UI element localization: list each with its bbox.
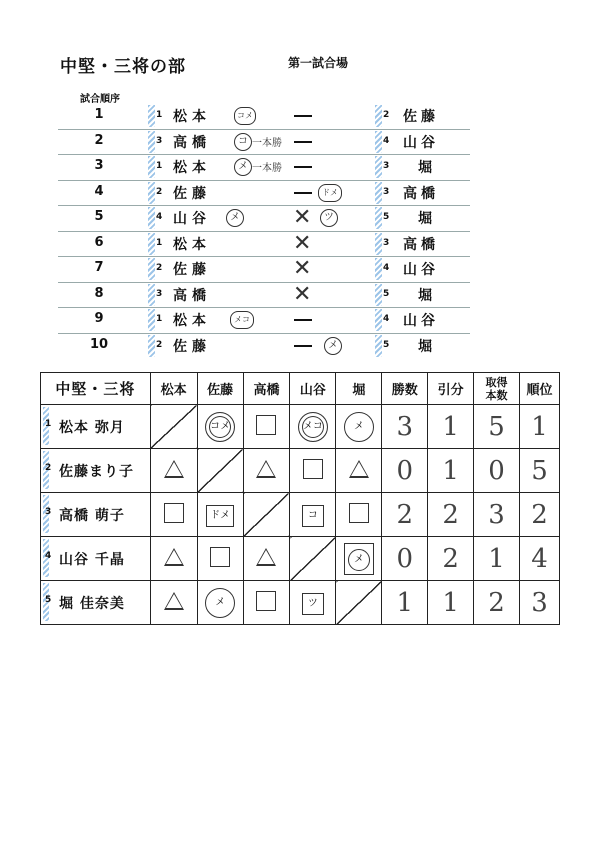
- stripe-marker: [148, 284, 155, 306]
- diagonal-cell: [290, 537, 336, 581]
- match-row: [58, 257, 470, 283]
- result-cell: [336, 493, 382, 537]
- wins-cell: 0: [382, 537, 428, 581]
- stripe-marker: [148, 258, 155, 280]
- result-cell: [197, 537, 243, 581]
- diagonal-cell: [150, 405, 197, 449]
- match-row: [58, 232, 470, 258]
- result-cell: [150, 537, 197, 581]
- left-player-number: 4: [156, 212, 163, 222]
- column-header: 勝数: [382, 373, 428, 405]
- player-name: 松本 弥月: [59, 419, 125, 436]
- left-player-name: 佐藤: [173, 185, 211, 202]
- player-name-cell: [41, 405, 151, 449]
- player-name: 堀 佳奈美: [59, 595, 125, 612]
- stripe-marker: [148, 182, 155, 204]
- column-header: 高橋: [243, 373, 290, 405]
- right-player-name: 山谷: [403, 262, 439, 278]
- match-number: 8: [94, 285, 104, 301]
- draws-cell: 2: [428, 493, 474, 537]
- result-cell: [243, 537, 290, 581]
- left-player-name: 松本: [173, 109, 211, 125]
- stripe-marker: [148, 156, 155, 178]
- match-row: [58, 206, 470, 232]
- right-player-number: 3: [383, 161, 390, 171]
- stripe-marker: [375, 233, 382, 255]
- result-cell: [290, 493, 336, 537]
- player-name-cell: [41, 449, 151, 493]
- result-cell: [290, 581, 336, 625]
- column-header: 取得本数: [474, 373, 520, 405]
- table-corner-header: 中堅・三将: [41, 373, 151, 405]
- dash-mark: [294, 141, 312, 143]
- loss-triangle-mark: [256, 460, 276, 478]
- column-header: 順位: [520, 373, 560, 405]
- points-cell: 0: [474, 449, 520, 493]
- left-player-number: 1: [156, 110, 163, 120]
- left-player-number: 3: [156, 288, 163, 299]
- right-player-number: 4: [383, 263, 390, 273]
- stripe-marker: [148, 309, 155, 331]
- player-number: 1: [45, 419, 53, 429]
- draw-square-mark: [210, 547, 230, 567]
- cross-mark: ✕: [293, 256, 312, 281]
- result-cell: [336, 537, 382, 581]
- rank-cell: 5: [520, 449, 560, 493]
- player-name-cell: [41, 581, 151, 625]
- table-row: [41, 405, 560, 449]
- table-row: [41, 493, 560, 537]
- dash-mark: [294, 192, 312, 194]
- loss-triangle-mark: [164, 548, 184, 566]
- match-number: 1: [94, 107, 104, 122]
- left-player-name: 高橋: [173, 287, 211, 304]
- points-cell: 2: [474, 581, 520, 625]
- score-mark: メ: [324, 337, 342, 355]
- stripe-marker: [148, 131, 155, 153]
- draws-cell: 2: [428, 537, 474, 581]
- match-row: [58, 104, 470, 130]
- match-row: [58, 334, 470, 359]
- right-player-name: 堀: [418, 338, 436, 355]
- handwritten-note: 一本勝: [252, 163, 282, 174]
- left-player-number: 1: [156, 314, 163, 324]
- column-header: 堀: [336, 373, 382, 405]
- stripe-marker: [375, 258, 382, 280]
- draw-square-mark: [256, 415, 276, 435]
- score-mark: コ: [234, 133, 252, 151]
- table-header-row: [41, 373, 560, 405]
- match-row: [58, 283, 470, 309]
- diagonal-cell: [243, 493, 290, 537]
- left-player-name: 佐藤: [173, 262, 211, 278]
- result-cell: [150, 493, 197, 537]
- score-mark: メ: [234, 158, 252, 176]
- win-square-mark: ツ: [302, 593, 324, 615]
- score-mark: コメ: [234, 107, 256, 125]
- result-cell: [150, 581, 197, 625]
- match-row: [58, 181, 470, 207]
- result-cell: [197, 493, 243, 537]
- player-number: 5: [45, 595, 53, 605]
- draws-cell: 1: [428, 405, 474, 449]
- right-player-name: 山谷: [403, 313, 439, 329]
- loss-triangle-mark: [349, 460, 369, 478]
- left-player-number: 1: [156, 237, 163, 248]
- match-order-list: [58, 104, 470, 358]
- left-player-number: 1: [156, 161, 163, 171]
- table-row: [41, 449, 560, 493]
- result-cell: [150, 449, 197, 493]
- draws-cell: 1: [428, 449, 474, 493]
- player-name-cell: [41, 537, 151, 581]
- player-number: 3: [45, 507, 53, 517]
- match-number: 9: [94, 311, 104, 326]
- win-circle-mark: メ: [205, 588, 235, 618]
- right-player-name: 堀: [418, 211, 436, 227]
- right-player-name: 堀: [418, 160, 436, 176]
- left-player-name: 松本: [173, 236, 211, 253]
- left-player-name: 高橋: [173, 134, 211, 151]
- stripe-marker: [148, 105, 155, 127]
- wins-cell: 0: [382, 449, 428, 493]
- points-cell: 1: [474, 537, 520, 581]
- score-mark: メコ: [230, 311, 254, 329]
- points-cell: 3: [474, 493, 520, 537]
- match-number: 2: [94, 132, 104, 148]
- match-row: [58, 308, 470, 334]
- rank-cell: 1: [520, 405, 560, 449]
- handwritten-note: 一本勝: [252, 137, 282, 149]
- player-name-cell: [41, 493, 151, 537]
- win-double-circle-mark: コメ: [205, 412, 235, 442]
- left-player-number: 2: [156, 263, 163, 273]
- rank-cell: 2: [520, 493, 560, 537]
- right-player-name: 高橋: [403, 236, 439, 253]
- draw-square-mark: [303, 459, 323, 479]
- column-header: 山谷: [290, 373, 336, 405]
- right-player-number: 3: [383, 186, 390, 197]
- column-header: 松本: [150, 373, 197, 405]
- win-double-circle-mark: メコ: [298, 412, 328, 442]
- diagonal-cell: [197, 449, 243, 493]
- page-title: 中堅・三将の部: [60, 57, 186, 77]
- right-player-number: 3: [383, 237, 390, 248]
- stripe-marker: [375, 335, 382, 357]
- dash-mark: [294, 166, 312, 168]
- left-player-name: 山谷: [173, 211, 211, 227]
- rank-cell: 4: [520, 537, 560, 581]
- stripe-marker: [375, 309, 382, 331]
- left-player-name: 松本: [173, 160, 211, 176]
- win-square-mark: メ: [344, 543, 374, 575]
- stripe-marker: [375, 131, 382, 153]
- right-player-number: 5: [383, 212, 390, 222]
- win-square-mark: ドメ: [206, 505, 234, 527]
- player-name: 高橋 萌子: [59, 507, 125, 524]
- match-number: 6: [94, 234, 104, 250]
- result-cell: [290, 405, 336, 449]
- left-player-number: 2: [156, 339, 163, 350]
- wins-cell: 2: [382, 493, 428, 537]
- match-number: 10: [90, 336, 109, 352]
- draw-square-mark: [256, 591, 276, 611]
- stripe-marker: [148, 207, 155, 229]
- result-cell: [243, 449, 290, 493]
- match-row: [58, 155, 470, 181]
- win-square-mark: コ: [302, 505, 324, 527]
- player-name: 佐藤まり子: [59, 463, 134, 480]
- stripe-marker: [375, 182, 382, 204]
- dash-mark: [294, 319, 312, 321]
- match-number: 5: [94, 209, 104, 224]
- player-number: 4: [45, 551, 53, 561]
- match-number: 3: [94, 158, 104, 173]
- stripe-marker: [148, 335, 155, 357]
- rank-cell: 3: [520, 581, 560, 625]
- result-cell: [336, 405, 382, 449]
- right-player-number: 4: [383, 314, 390, 324]
- player-number: 2: [45, 463, 53, 473]
- right-player-number: 2: [383, 110, 390, 120]
- result-cell: [290, 449, 336, 493]
- diagonal-cell: [336, 581, 382, 625]
- cross-mark: ✕: [293, 230, 312, 256]
- result-cell: [197, 581, 243, 625]
- right-player-name: 堀: [418, 287, 436, 304]
- stripe-marker: [375, 284, 382, 306]
- score-mark: ツ: [320, 209, 338, 227]
- score-mark: メ: [226, 209, 244, 227]
- stripe-marker: [375, 105, 382, 127]
- right-player-number: 4: [383, 135, 390, 146]
- draws-cell: 1: [428, 581, 474, 625]
- league-table: [40, 372, 560, 625]
- right-player-number: 5: [383, 339, 390, 350]
- left-player-name: 松本: [173, 313, 211, 329]
- loss-triangle-mark: [164, 592, 184, 610]
- match-number: 4: [94, 183, 104, 199]
- draw-square-mark: [349, 503, 369, 523]
- result-cell: [197, 405, 243, 449]
- draw-square-mark: [164, 503, 184, 523]
- left-player-number: 3: [156, 135, 163, 146]
- left-player-number: 2: [156, 186, 163, 197]
- venue-label: 第一試合場: [288, 56, 349, 70]
- column-header: 引分: [428, 373, 474, 405]
- result-cell: [243, 405, 290, 449]
- right-player-name: 高橋: [403, 185, 439, 202]
- right-player-name: 佐藤: [403, 109, 439, 125]
- right-player-number: 5: [383, 288, 390, 299]
- win-circle-mark: メ: [344, 412, 374, 442]
- table-row: [41, 537, 560, 581]
- match-number: 7: [94, 260, 104, 275]
- table-row: [41, 581, 560, 625]
- right-player-name: 山谷: [403, 134, 439, 151]
- stripe-marker: [375, 207, 382, 229]
- player-name: 山谷 千晶: [59, 551, 125, 568]
- points-cell: 5: [474, 405, 520, 449]
- result-cell: [243, 581, 290, 625]
- wins-cell: 3: [382, 405, 428, 449]
- dash-mark: [294, 115, 312, 117]
- loss-triangle-mark: [164, 460, 184, 478]
- score-mark: ドメ: [318, 184, 342, 202]
- stripe-marker: [375, 156, 382, 178]
- match-order-label: 試合順序: [80, 94, 120, 105]
- stripe-marker: [148, 233, 155, 255]
- cross-mark: ✕: [293, 281, 312, 307]
- wins-cell: 1: [382, 581, 428, 625]
- match-row: [58, 130, 470, 156]
- loss-triangle-mark: [256, 548, 276, 566]
- column-header: 佐藤: [197, 373, 243, 405]
- cross-mark: ✕: [293, 205, 312, 230]
- left-player-name: 佐藤: [173, 338, 211, 355]
- result-cell: [336, 449, 382, 493]
- dash-mark: [294, 345, 312, 347]
